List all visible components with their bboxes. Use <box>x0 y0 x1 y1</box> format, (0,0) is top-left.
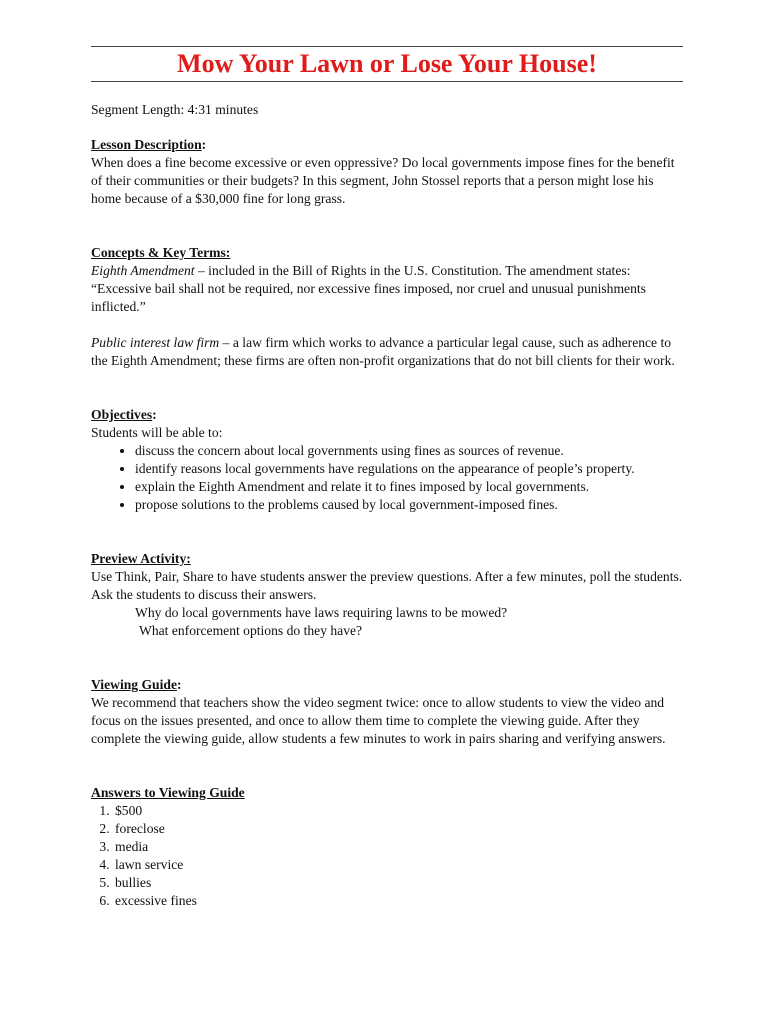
objectives-heading: Objectives <box>91 407 153 422</box>
document-page <box>91 46 683 910</box>
concept-public-interest <box>91 334 683 370</box>
segment-length: Segment Length: 4:31 minutes <box>91 102 259 117</box>
objective-item: • identify reasons local governments have regulations on the appearance of people’s property. <box>135 460 683 478</box>
viewing-heading: Viewing Guide <box>91 677 177 692</box>
objectives-list <box>91 442 683 514</box>
lesson-heading: Lesson Description <box>91 137 202 152</box>
title-rule <box>91 81 683 82</box>
preview-text: Use Think, Pair, Share to have students answer the preview questions. After a few minutes, poll the students. Ask the students to discuss their answers. <box>91 569 683 602</box>
concepts-heading: Concepts & Key Terms: <box>91 245 231 260</box>
preview-question-1: Why do local governments have laws requiring lawns to be mowed? <box>135 605 508 620</box>
answers-section <box>91 784 683 910</box>
lesson-text: When does a fine become excessive or even oppressive? Do local governments impose fines for the benefit of their communities or their budgets? In this segment, John Stossel reports that a person might lose his home because of a $30,000 fine for long grass. <box>91 155 675 206</box>
document-title: Mow Your Lawn or Lose Your House! <box>177 49 597 78</box>
concepts-section <box>91 244 683 370</box>
term-eighth-amendment: Eighth Amendment <box>91 263 195 278</box>
viewing-text: We recommend that teachers show the video segment twice: once to allow students to view the video and focus on the issues presented, and once to allow them time to complete the viewing guide. After they complete the viewing guide, allow students a few minutes to work in pairs sharing and verifying answers. <box>91 695 666 746</box>
viewing-section <box>91 676 683 748</box>
objectives-intro: Students will be able to: <box>91 425 223 440</box>
answers-heading: Answers to Viewing Guide <box>91 785 245 800</box>
answer-item: 1. $500 <box>113 802 683 820</box>
answers-list <box>91 802 683 910</box>
answer-item: 6. excessive fines <box>113 892 683 910</box>
lesson-section <box>91 136 683 208</box>
answer-item: 4. lawn service <box>113 856 683 874</box>
answer-item: 2. foreclose <box>113 820 683 838</box>
objective-item: • propose solutions to the problems caused by local government-imposed fines. <box>135 496 683 514</box>
preview-heading: Preview Activity: <box>91 551 191 566</box>
concept-eighth-amendment <box>91 262 683 316</box>
answer-item: 3. media <box>113 838 683 856</box>
preview-question-2: What enforcement options do they have? <box>139 623 363 638</box>
viewing-heading-colon: : <box>176 677 182 692</box>
preview-section <box>91 550 683 640</box>
objectives-heading-colon: : <box>152 407 157 422</box>
objectives-section <box>91 406 683 514</box>
answer-item: 5. bullies <box>113 874 683 892</box>
lesson-heading-colon: : <box>201 137 207 152</box>
def-public-interest: – a law firm which works to advance a particular legal cause, such as adherence to the Eighth Amendment; these firms are often non-profit organizations that do not bill clients for their work. <box>91 335 675 368</box>
term-public-interest: Public interest law firm <box>91 335 220 350</box>
objective-item: • explain the Eighth Amendment and relate it to fines imposed by local governments. <box>135 478 683 496</box>
def-eighth-amendment: – included in the Bill of Rights in the U.S. Constitution. The amendment states: “Excessive bail shall not be required, nor excessive fines imposed, nor cruel and unusual punishments inflicted.” <box>91 263 646 314</box>
objective-item: • discuss the concern about local governments using fines as sources of revenue. <box>135 442 683 460</box>
